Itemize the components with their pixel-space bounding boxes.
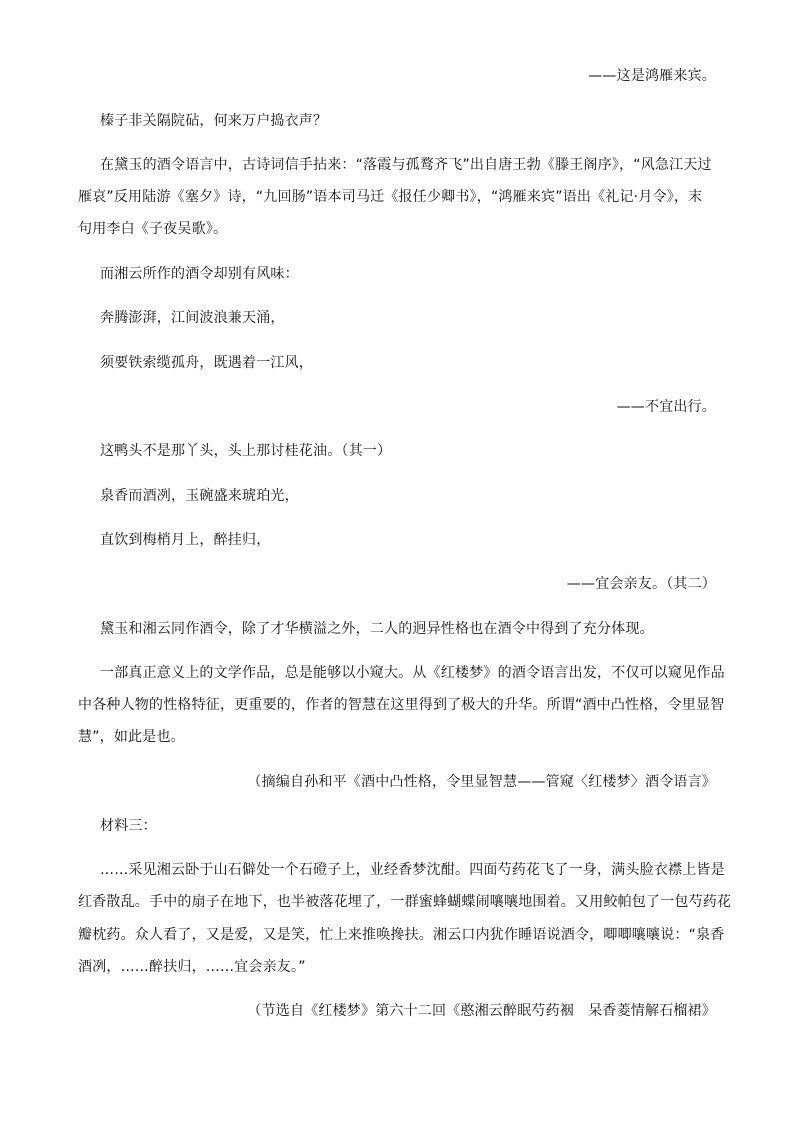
- paragraph-line: 句用李白《子夜吴歌》。: [78, 221, 228, 237]
- verse-line-yihui: ——宜会亲友。（其二）: [566, 576, 716, 592]
- paragraph-line: 酒冽，……醉扶归，……宜会亲友。”: [78, 959, 306, 975]
- paragraph-line: 在黛玉的酒令语言中，古诗词信手拈来：“落霞与孤鹜齐飞”出自唐王勃《滕王阁序》，“风急江天过: [100, 157, 712, 173]
- source-citation: （节选自《红楼梦》第六十二回《憨湘云醉眠芍药裀 呆香菱情解石榴裙》: [247, 1003, 716, 1019]
- verse-line-buyi: ——不宜出行。: [616, 399, 716, 415]
- verse-line: 须要铁索缆孤舟，既遇着一江风，: [100, 355, 313, 371]
- verse-line-zhenzi: 榛子非关隔院砧，何来万户捣衣声？: [100, 113, 328, 129]
- verse-line: 泉香而酒冽，玉碗盛来琥珀光，: [100, 488, 299, 504]
- paragraph-line: 而湘云所作的酒令却别有风味：: [100, 266, 299, 282]
- paragraph-line: 瓣枕药。众人看了，又是爱，又是笑，忙上来推唤搀扶。湘云口内犹作睡语说酒令，唧唧嚷嚷说：“泉香: [78, 927, 725, 943]
- paragraph-line: 一部真正意义上的文学作品，总是能够以小窥大。从《红楼梦》的酒令语言出发，不仅可以窥见作品: [100, 665, 725, 681]
- paragraph-line: 黛玉和湘云同作酒令，除了才华横溢之外，二人的迥异性格也在酒令中得到了充分体现。: [100, 621, 654, 637]
- paragraph-line: 中各种人物的性格特征，更重要的，作者的智慧在这里得到了极大的升华。所谓“酒中凸性格，令里显智: [78, 697, 725, 713]
- paragraph-line: 慧”，如此是也。: [78, 729, 185, 745]
- paragraph-line: 雁哀”反用陆游《塞夕》诗，“九回肠”语本司马迁《报任少卿书》，“鸿雁来宾”语出《礼记·月令》，末: [78, 189, 703, 205]
- verse-line: 直饮到梅梢月上，醉挂归，: [100, 532, 271, 548]
- verse-line: 奔腾澎湃，江间波浪兼天涌，: [100, 310, 285, 326]
- verse-line-hongyan: ——这是鸿雁来宾。: [588, 68, 716, 84]
- paragraph-line: 红香散乱。手中的扇子在地下，也半被落花埋了，一群蜜蜂蝴蝶闹嚷嚷地围着。又用鲛帕包了一包芍药花: [78, 894, 732, 910]
- paragraph-line: ……采见湘云卧于山石僻处一个石磴子上，业经香梦沈酣。四面芍药花飞了一身，满头脸衣襟上皆是: [100, 862, 725, 878]
- source-citation: （摘编自孙和平《酒中凸性格，令里显智慧——管窥〈红楼梦〉酒令语言》: [247, 774, 716, 790]
- section-heading: 材料三：: [100, 818, 157, 834]
- verse-line: 这鸭头不是那丫头，头上那讨桂花油。（其一）: [100, 443, 392, 459]
